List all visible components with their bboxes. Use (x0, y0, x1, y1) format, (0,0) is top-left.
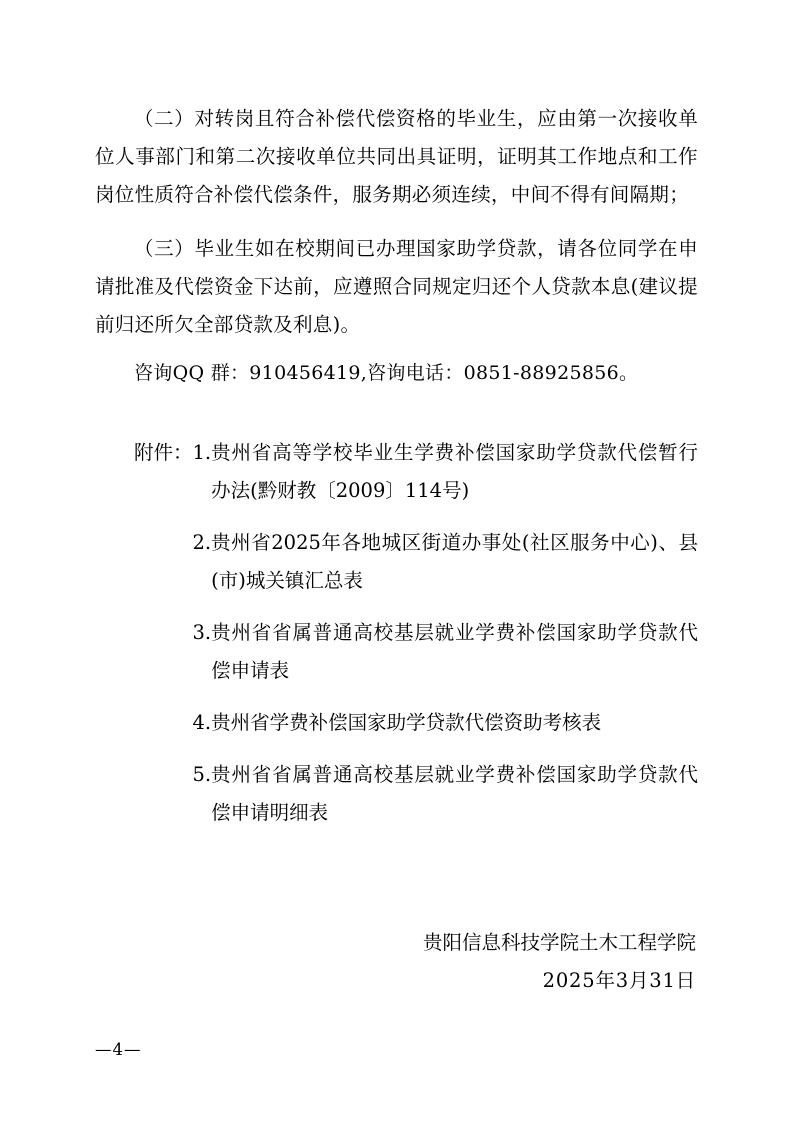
list-item (193, 524, 698, 600)
paragraph-clause-two: （二）对转岗且符合补偿代偿资格的毕业生，应由第一次接收单位人事部门和第二次接收单位共同出具证明，证明其工作地点和工作岗位性质符合补偿代偿条件，服务期必须连续，中间不得有间隔期； (95, 107, 698, 206)
attachment-item-number: 4. (192, 711, 212, 734)
attachment-item-text: 贵州省学费补偿国家助学贷款代偿资助考核表 (211, 711, 602, 734)
page-number: —4— (95, 1040, 142, 1059)
attachment-item-number: 3. (192, 621, 212, 644)
list-item (193, 614, 698, 690)
attachment-item-text: 贵州省2025年各地城区街道办事处(社区服务中心)、县(市)城关镇汇总表 (211, 531, 698, 592)
list-item (193, 434, 698, 510)
attachment-item-text: 贵州省高等学校毕业生学费补偿国家助学贷款代偿暂行办法(黔财教〔2009〕114号) (211, 441, 698, 502)
list-item (193, 704, 698, 742)
attachment-list (95, 434, 698, 838)
attachment-items (193, 434, 698, 838)
paragraph-clause-three: （三）毕业生如在校期间已办理国家助学贷款，请各位同学在申请批准及代偿资金下达前，应遵照合同规定归还个人贷款本息(建议提前归还所欠全部贷款及利息)。 (95, 237, 698, 336)
attachment-item-text: 贵州省省属普通高校基层就业学费补偿国家助学贷款代偿申请明细表 (211, 763, 698, 824)
body-text-block (95, 100, 698, 392)
signature-organization: 贵阳信息科技学院土木工程学院 (422, 931, 696, 954)
signature-date: 2025年3月31日 (542, 969, 696, 992)
list-item (193, 756, 698, 832)
contact-line: 咨询QQ 群：910456419,咨询电话：0851-88925856。 (134, 362, 639, 384)
attachment-label: 附件： (134, 441, 193, 464)
attachment-item-number: 2. (192, 531, 212, 554)
attachment-item-number: 1. (192, 441, 212, 464)
attachment-item-number: 5. (192, 763, 212, 786)
attachment-first-row (95, 434, 698, 838)
attachment-item-text: 贵州省省属普通高校基层就业学费补偿国家助学贷款代偿申请表 (211, 621, 698, 682)
signature-block (95, 924, 698, 1000)
